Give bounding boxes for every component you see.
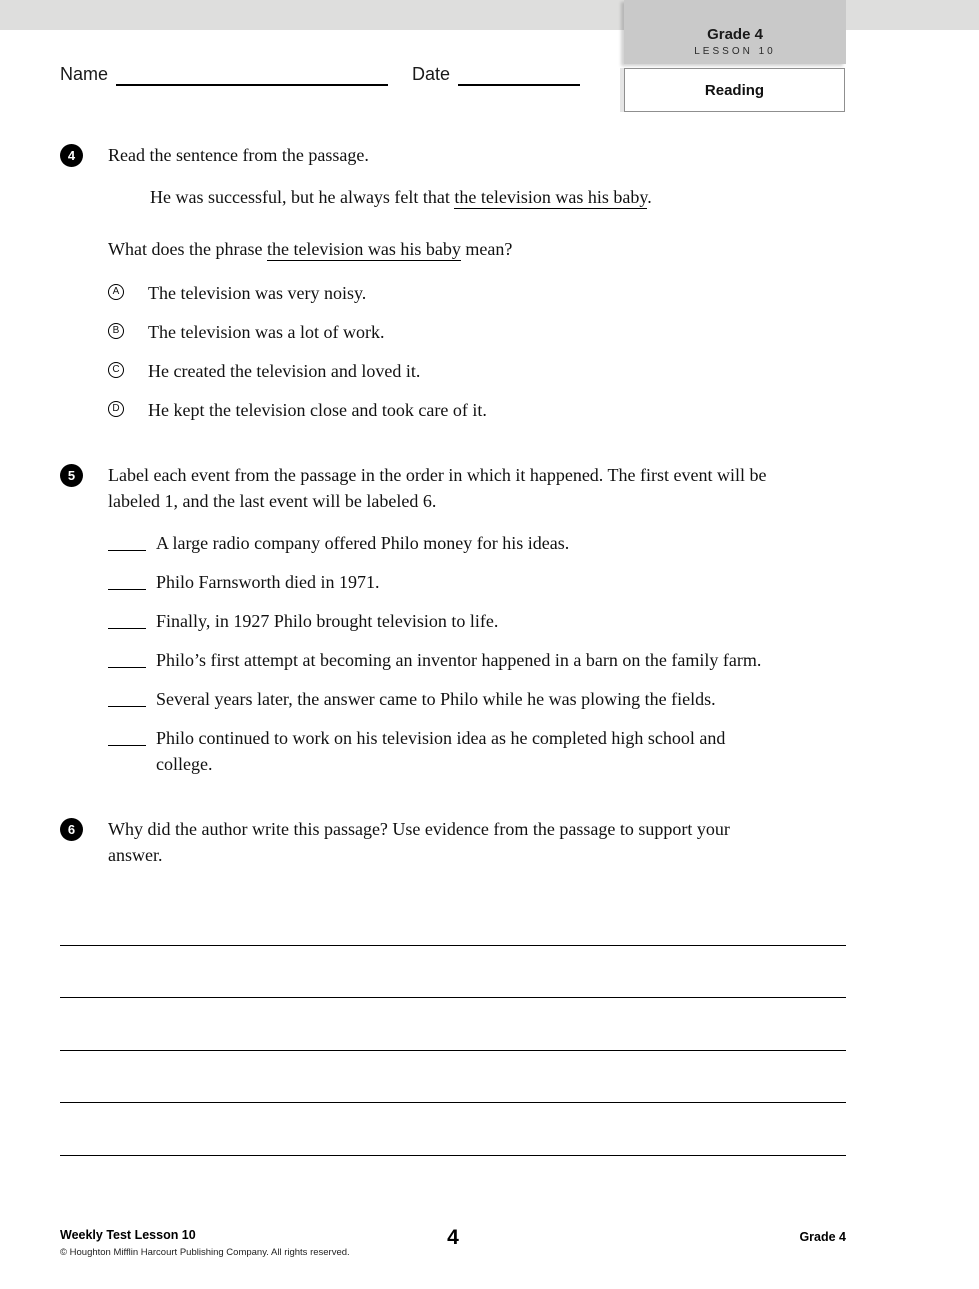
choice-b[interactable] (108, 319, 786, 345)
question-4-prompt: Read the sentence from the passage. (108, 145, 369, 165)
event-item-1 (108, 530, 786, 556)
order-blank-1[interactable] (108, 530, 146, 551)
date-label: Date (412, 64, 451, 84)
event-item-4 (108, 647, 786, 673)
order-blank-2[interactable] (108, 569, 146, 590)
event-item-5 (108, 686, 786, 712)
choice-c[interactable] (108, 358, 786, 384)
question-5-prompt: Label each event from the passage in the order in which it happened. The first event will be labeled 1, and the last event will be labeled 6. (108, 465, 767, 511)
answer-line-3[interactable] (60, 998, 846, 1051)
order-blank-6[interactable] (108, 725, 146, 746)
question-4 (60, 142, 786, 436)
answer-line-5[interactable] (60, 1103, 846, 1156)
footer-test-title: Weekly Test Lesson 10 (60, 1228, 196, 1242)
choice-d[interactable] (108, 397, 786, 423)
order-blank-3[interactable] (108, 608, 146, 629)
lesson-label: LESSON 10 (694, 46, 776, 57)
answer-lines (60, 893, 846, 1156)
question-6 (60, 816, 786, 868)
question-5-body (108, 462, 786, 790)
grade-label: Grade 4 (707, 26, 763, 43)
answer-line-2[interactable] (60, 946, 846, 999)
question-4-stem (108, 236, 786, 262)
choice-d-bubble[interactable]: D (108, 401, 124, 417)
footer-copyright: © Houghton Mifflin Harcourt Publishing Company. All rights reserved. (60, 1247, 350, 1258)
answer-line-1[interactable] (60, 893, 846, 946)
event-item-3 (108, 608, 786, 634)
event-item-6 (108, 725, 786, 777)
question-5-number-badge: 5 (60, 464, 83, 487)
question-4-number-badge: 4 (60, 144, 83, 167)
choice-a-text: The television was very noisy. (148, 283, 367, 303)
event-text-2: Philo Farnsworth died in 1971. (156, 572, 380, 592)
event-item-2 (108, 569, 786, 595)
subject-box (624, 68, 845, 112)
ordering-events-list (108, 530, 786, 777)
passage-quote (150, 184, 786, 210)
question-6-body (108, 816, 786, 868)
event-text-3: Finally, in 1927 Philo brought television to life. (156, 611, 499, 631)
question-6-number-badge: 6 (60, 818, 83, 841)
name-input-line[interactable] (116, 64, 388, 86)
choice-a[interactable] (108, 280, 786, 306)
stem-prefix: What does the phrase (108, 239, 267, 259)
quote-prefix: He was successful, but he always felt that (150, 187, 455, 207)
choice-d-text: He kept the television close and took care of it. (148, 400, 487, 420)
choice-a-bubble[interactable]: A (108, 284, 124, 300)
order-blank-4[interactable] (108, 647, 146, 668)
order-blank-5[interactable] (108, 686, 146, 707)
subject-label: Reading (704, 81, 765, 99)
question-5 (60, 462, 786, 790)
stem-suffix: mean? (460, 239, 513, 259)
page-number: 4 (447, 1226, 459, 1249)
question-6-prompt: Why did the author write this passage? Use evidence from the passage to support your answer. (108, 819, 730, 865)
choice-c-bubble[interactable]: C (108, 362, 124, 378)
choice-c-text: He created the television and loved it. (148, 361, 421, 381)
choice-b-bubble[interactable]: B (108, 323, 124, 339)
footer-grade-label: Grade 4 (799, 1230, 846, 1244)
name-label: Name (60, 64, 109, 84)
event-text-5: Several years later, the answer came to Philo while he was plowing the fields. (156, 689, 716, 709)
event-text-4: Philo’s first attempt at becoming an inventor happened in a barn on the family farm. (156, 650, 762, 670)
worksheet-body (60, 142, 786, 868)
event-text-1: A large radio company offered Philo money for his ideas. (156, 533, 570, 553)
name-date-row (60, 64, 605, 86)
stem-underlined-phrase: the television was his baby (266, 239, 461, 259)
grade-lesson-tab (624, 0, 846, 64)
event-text-6: Philo continued to work on his television idea as he completed high school and college. (156, 728, 726, 774)
date-input-line[interactable] (458, 64, 580, 86)
answer-line-4[interactable] (60, 1051, 846, 1104)
question-4-body (108, 142, 786, 436)
page-footer (60, 1228, 846, 1268)
choice-b-text: The television was a lot of work. (148, 322, 385, 342)
quote-underlined-phrase: the television was his baby (454, 187, 648, 207)
quote-suffix: . (647, 187, 652, 207)
